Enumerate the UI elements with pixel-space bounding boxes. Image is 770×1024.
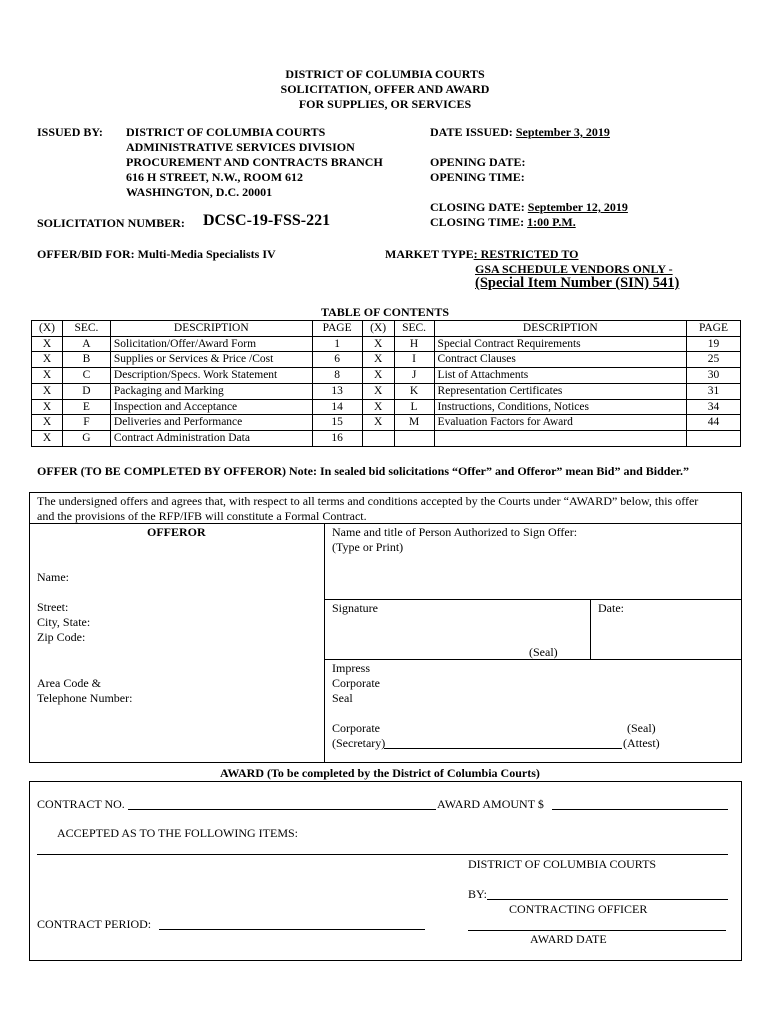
toc-cell: L xyxy=(394,399,434,415)
toc-cell: K xyxy=(394,383,434,399)
telephone-label: Telephone Number: xyxy=(37,691,133,705)
toc-cell: C xyxy=(62,368,110,384)
toc-row xyxy=(32,383,741,399)
toc-cell: G xyxy=(62,430,110,446)
toc-cell: E xyxy=(62,399,110,415)
issued-line: ADMINISTRATIVE SERVICES DIVISION xyxy=(126,140,355,154)
closing-time-label: CLOSING TIME: xyxy=(430,215,525,229)
toc-row xyxy=(32,415,741,431)
toc-cell: F xyxy=(62,415,110,431)
toc-cell: X xyxy=(32,368,63,384)
date-issued xyxy=(430,125,610,140)
market-type-label: MARKET TYPE xyxy=(385,247,474,261)
toc-cell: Representation Certificates xyxy=(434,383,686,399)
name-label: Name: xyxy=(37,570,69,584)
toc-cell: 15 xyxy=(312,415,362,431)
toc-cell: 19 xyxy=(687,336,741,352)
toc-header-row xyxy=(32,321,741,337)
toc-header-cell: DESCRIPTION xyxy=(110,321,312,337)
date-issued-label: DATE ISSUED: xyxy=(430,125,513,139)
divider xyxy=(590,599,591,659)
solicitation-number-label: SOLICITATION NUMBER: xyxy=(37,216,185,230)
award-date-label: AWARD DATE xyxy=(530,932,607,946)
market-type xyxy=(385,247,579,262)
toc-cell: 44 xyxy=(687,415,741,431)
toc-cell: X xyxy=(362,368,394,384)
offer-bid-for xyxy=(37,247,276,262)
toc-cell: M xyxy=(394,415,434,431)
toc-cell: 31 xyxy=(687,383,741,399)
toc-cell: X xyxy=(32,336,63,352)
toc-cell xyxy=(362,430,394,446)
toc-cell xyxy=(434,430,686,446)
dc-courts-label: DISTRICT OF COLUMBIA COURTS xyxy=(468,857,657,871)
date-label: Date: xyxy=(598,601,624,615)
toc-cell: 16 xyxy=(312,430,362,446)
toc-cell: X xyxy=(32,352,63,368)
toc-row xyxy=(32,399,741,415)
solicitation-number: DCSC-19-FSS-221 xyxy=(203,212,331,229)
doc-title-line1: DISTRICT OF COLUMBIA COURTS xyxy=(285,67,485,81)
attest-label: (Attest) xyxy=(623,736,660,750)
toc-cell: A xyxy=(62,336,110,352)
award-heading: AWARD (To be completed by the District of Columbia Courts) xyxy=(220,766,540,780)
offeror-heading: OFFEROR xyxy=(147,525,206,539)
doc-title-line2: SOLICITATION, OFFER AND AWARD xyxy=(280,82,490,96)
toc-cell: X xyxy=(362,352,394,368)
toc-cell xyxy=(687,430,741,446)
toc-row xyxy=(32,430,741,446)
street-label: Street: xyxy=(37,600,69,614)
seal-label: (Seal) xyxy=(529,645,558,659)
toc-header-cell: DESCRIPTION xyxy=(434,321,686,337)
toc-cell: J xyxy=(394,368,434,384)
offer-note: OFFER (TO BE COMPLETED BY OFFEROR) Note: In sealed bid solicitations “Offer” and Offeror” mean Bid” and Bidder.” xyxy=(37,464,690,478)
toc-cell: X xyxy=(362,415,394,431)
issued-line: 616 H STREET, N.W., ROOM 612 xyxy=(126,170,304,184)
secretary-label: (Secretary) xyxy=(332,736,386,750)
toc-cell: 34 xyxy=(687,399,741,415)
toc-cell: Supplies or Services & Price /Cost xyxy=(110,352,312,368)
offer-intro-line2: and the provisions of the RFP/IFB will constitute a Formal Contract. xyxy=(37,509,367,523)
toc-cell: X xyxy=(32,383,63,399)
auth-signer-label: Name and title of Person Authorized to Sign Offer: xyxy=(332,525,578,539)
closing-date xyxy=(430,200,628,215)
closing-date-value: September 12, 2019 xyxy=(527,200,628,214)
toc-cell: X xyxy=(32,399,63,415)
impress-label: Impress xyxy=(332,661,370,675)
toc-cell: Solicitation/Offer/Award Form xyxy=(110,336,312,352)
by-label: BY: xyxy=(468,887,487,901)
accepted-items-line[interactable] xyxy=(37,854,728,855)
divider xyxy=(324,599,742,600)
secretary-signature-line xyxy=(384,748,622,749)
closing-time-value: 1:00 P.M. xyxy=(527,215,576,229)
toc-cell: Deliveries and Performance xyxy=(110,415,312,431)
toc-header-cell: PAGE xyxy=(312,321,362,337)
issued-by-label: ISSUED BY: xyxy=(37,125,103,139)
toc-cell: X xyxy=(32,415,63,431)
closing-date-label: CLOSING DATE: xyxy=(430,200,525,214)
toc-header-cell: PAGE xyxy=(687,321,741,337)
offer-bid-value: Multi-Media Specialists IV xyxy=(137,247,276,261)
issued-line: DISTRICT OF COLUMBIA COURTS xyxy=(126,125,326,139)
toc-table xyxy=(31,320,741,447)
toc-cell: 8 xyxy=(312,368,362,384)
by-signature-line[interactable] xyxy=(487,899,728,900)
award-amount-label: AWARD AMOUNT $ xyxy=(437,797,544,811)
toc-cell: 30 xyxy=(687,368,741,384)
corporate-secretary-label: Corporate xyxy=(332,721,380,735)
toc-cell: Description/Specs. Work Statement xyxy=(110,368,312,384)
toc-cell: B xyxy=(62,352,110,368)
toc-cell: Contract Clauses xyxy=(434,352,686,368)
toc-cell: I xyxy=(394,352,434,368)
toc-cell: 25 xyxy=(687,352,741,368)
toc-cell: Evaluation Factors for Award xyxy=(434,415,686,431)
seal-label: (Seal) xyxy=(627,721,656,735)
contracting-officer-label: CONTRACTING OFFICER xyxy=(509,902,648,916)
market-type-line2: GSA SCHEDULE VENDORS ONLY - xyxy=(475,262,673,276)
opening-time-label: OPENING TIME: xyxy=(430,170,525,184)
city-state-label: City, State: xyxy=(37,615,91,629)
toc-header-cell: (X) xyxy=(32,321,63,337)
accepted-items-label: ACCEPTED AS TO THE FOLLOWING ITEMS: xyxy=(57,826,299,840)
toc-cell: 13 xyxy=(312,383,362,399)
toc-cell: 1 xyxy=(312,336,362,352)
toc-header-cell: (X) xyxy=(362,321,394,337)
toc-cell: 6 xyxy=(312,352,362,368)
toc-cell: Special Contract Requirements xyxy=(434,336,686,352)
toc-row xyxy=(32,352,741,368)
award-date-line[interactable] xyxy=(468,930,726,931)
contract-period-line[interactable] xyxy=(159,929,425,930)
toc-header-cell: SEC. xyxy=(394,321,434,337)
toc-cell: X xyxy=(362,336,394,352)
doc-title-line3: FOR SUPPLIES, OR SERVICES xyxy=(298,97,472,111)
toc-cell: X xyxy=(362,383,394,399)
market-type-line3: (Special Item Number (SIN) 541) xyxy=(475,275,680,291)
toc-cell: Packaging and Marking xyxy=(110,383,312,399)
toc-cell: Instructions, Conditions, Notices xyxy=(434,399,686,415)
toc-cell: D xyxy=(62,383,110,399)
market-type-value: : RESTRICTED TO xyxy=(473,247,579,261)
divider xyxy=(29,523,742,524)
toc-cell xyxy=(394,430,434,446)
contract-period-label: CONTRACT PERIOD: xyxy=(37,917,152,931)
toc-cell: X xyxy=(362,399,394,415)
toc-title: TABLE OF CONTENTS xyxy=(320,305,450,319)
contract-no-label: CONTRACT NO. xyxy=(37,797,125,811)
divider xyxy=(324,523,325,763)
toc-cell: 14 xyxy=(312,399,362,415)
toc-row xyxy=(32,368,741,384)
issued-line: PROCUREMENT AND CONTRACTS BRANCH xyxy=(126,155,383,169)
toc-header-cell: SEC. xyxy=(62,321,110,337)
toc-row xyxy=(32,336,741,352)
toc-cell: Inspection and Acceptance xyxy=(110,399,312,415)
toc-cell: X xyxy=(32,430,63,446)
date-issued-value: September 3, 2019 xyxy=(515,125,610,139)
toc-cell: List of Attachments xyxy=(434,368,686,384)
award-amount-line[interactable] xyxy=(552,809,728,810)
area-code-label: Area Code & xyxy=(37,676,101,690)
corporate-label: Corporate xyxy=(332,676,380,690)
issued-line: WASHINGTON, D.C. 20001 xyxy=(126,185,273,199)
type-or-print-label: (Type or Print) xyxy=(332,540,404,554)
seal-word-label: Seal xyxy=(332,691,353,705)
opening-date-label: OPENING DATE: xyxy=(430,155,526,169)
zip-code-label: Zip Code: xyxy=(37,630,86,644)
offer-bid-label: OFFER/BID FOR: xyxy=(37,247,135,261)
closing-time xyxy=(430,215,576,230)
offer-intro-line1: The undersigned offers and agrees that, with respect to all terms and conditions accepted by the Courts under “AWARD” below, this offer xyxy=(37,494,699,508)
signature-label: Signature xyxy=(332,601,378,615)
toc-cell: H xyxy=(394,336,434,352)
contract-no-line[interactable] xyxy=(128,809,436,810)
toc-cell: Contract Administration Data xyxy=(110,430,312,446)
